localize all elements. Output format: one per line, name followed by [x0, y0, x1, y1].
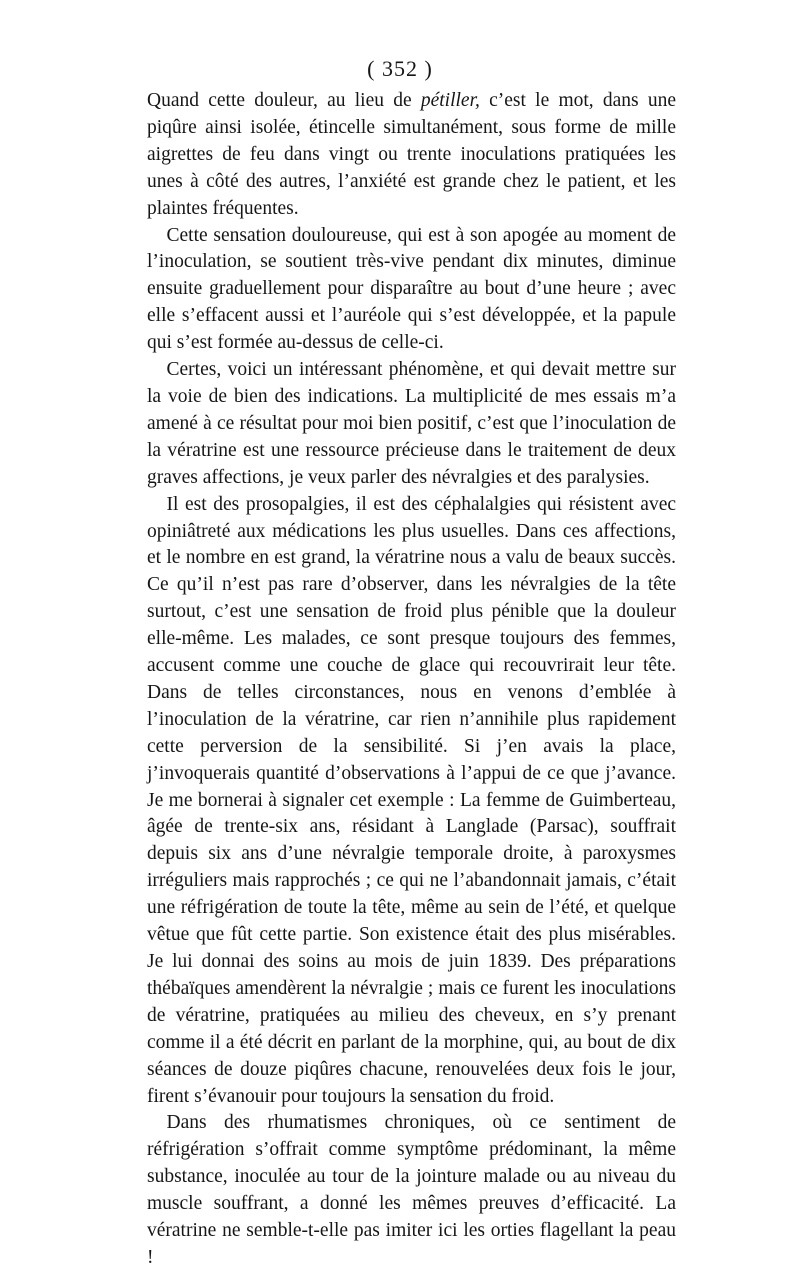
paragraph-4: Il est des prosopalgies, il est des céphalalgies qui résistent avec opiniâtreté aux médications les plus usuelles. Dans ces affections, et le nombre en est grand, la vératrine nous a valu de beaux succès. Ce qu’il n’est pas rare d’observer, dans les névralgies de la tête surtout, c’est une sensation de froid plus pénible que la douleur elle-même. Les malades, ce sont presque toujours des femmes, accusent comme une couche de glace qui recouvrirait leur tête. Dans de telles circonstances, nous en venons d’emblée à l’inoculation de la vératrine, car rien n’annihile plus rapidement cette perversion de la sensibilité. Si j’en avais la place, j’invoquerais quantité d’observations à l’appui de ce que j’avance. Je me bornerai à signaler cet exemple : La femme de Guimberteau, âgée de trente-six ans, résidant à Langlade (Parsac), souffrait depuis six ans d’une névralgie temporale droite, à paroxysmes irréguliers mais rapprochés ; ce qui ne l’abandonnait jamais, c’était une réfrigération de toute la tête, même au sein de l’été, et quelque vêtue que fût cette partie. Son existence était des plus misérables. Je lui donnai des soins au mois de juin 1839. Des préparations thébaïques amendèrent la névralgie ; mais ce furent les inoculations de vératrine, pratiquées au milieu des cheveux, en s’y prenant comme il a été décrit en parlant de la morphine, qui, au bout de dix séances de douze piqûres chacune, renouvelées deux fois le jour, firent s’évanouir pour toujours la sensation du froid.: [147, 493, 676, 1107]
page-number: ( 352 ): [367, 56, 433, 81]
paragraph-2: Cette sensation douloureuse, qui est à son apogée au moment de l’inoculation, se soutient très-vive pendant dix minutes, diminue ensuite graduellement pour disparaître au bout d’une heure ; avec elle s’effacent aussi et l’auréole qui s’est développée, et la papule qui s’est formée au-dessus de celle-ci.: [147, 224, 676, 354]
paragraph-1-rest: c’est le mot, dans une piqûre ainsi isolée, étincelle simultanément, sous forme de mille aigrettes de feu dans vingt ou trente inoculations pratiquées les unes à côté des autres, l’anxiété est grande chez le patient, et les plaintes fréquentes.: [147, 90, 676, 219]
paragraph-1-start: Quand cette douleur, au lieu de: [147, 90, 421, 111]
paragraph-1: [147, 88, 676, 223]
paragraph-1-emphasis: pétiller,: [420, 90, 480, 111]
body-text: [147, 88, 676, 1272]
paragraph-5: Dans des rhumatismes chroniques, où ce sentiment de réfrigération s’offrait comme symptôme prédominant, la même substance, inoculée au tour de la jointure malade ou au niveau du muscle souffrant, a donné les mêmes preuves d’efficacité. La vératrine ne semble-t-elle pas imiter ici les orties flagellant la peau !: [147, 1112, 676, 1268]
paragraph-3: Certes, voici un intéressant phénomène, et qui devait mettre sur la voie de bien des indications. La multiplicité de mes essais m’a amené à ce résultat pour moi bien positif, c’est que l’inoculation de la vératrine est une ressource précieuse dans le traitement de deux graves affections, je veux parler des névralgies et des paralysies.: [147, 359, 676, 488]
